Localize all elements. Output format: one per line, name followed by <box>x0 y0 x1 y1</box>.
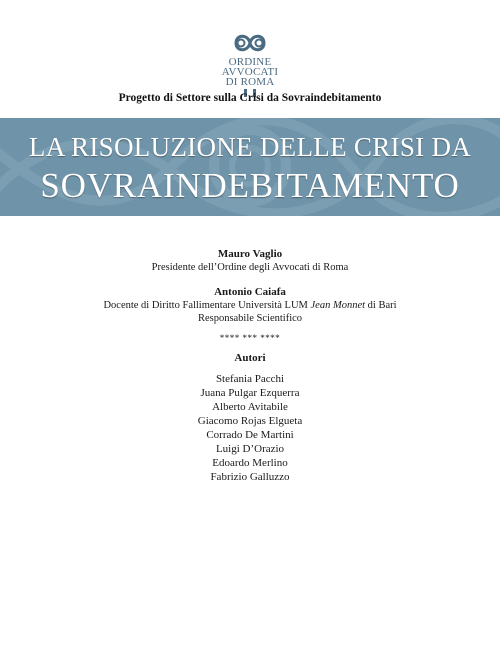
person-role-line-2: Responsabile Scientifico <box>197 313 303 324</box>
logo-line-2: AVVOCATI <box>221 66 279 78</box>
person-name: Mauro Vaglio <box>217 248 283 260</box>
author-item: Luigi D’Orazio <box>215 443 285 455</box>
separator: **** *** **** <box>219 333 281 343</box>
role-prefix: Docente di Diritto Fallimentare Università LUM <box>103 300 311 311</box>
person-name: Antonio Caiafa <box>214 286 286 298</box>
author-item: Alberto Avitabile <box>212 401 288 413</box>
banner-title-line-1: LA RISOLUZIONE DELLE CRISI DA <box>28 132 472 162</box>
person-role <box>0 299 500 312</box>
author-item: Corrado De Martini <box>206 429 294 441</box>
role-italic: Jean Monnet <box>310 300 366 311</box>
logo-line-3: DI ROMA <box>225 76 275 88</box>
ordine-avvocati-logo <box>0 30 500 97</box>
interlaced-knot-emblem-icon <box>230 30 270 56</box>
logo-text <box>222 57 278 87</box>
logo-line-1: ORDINE <box>228 56 272 68</box>
credits-section <box>0 248 500 484</box>
author-item: Edoardo Merlino <box>212 457 288 469</box>
role-suffix: di Bari <box>365 300 397 311</box>
banner-title-line-2: SOVRAINDEBITAMENTO <box>40 166 460 205</box>
author-item: Fabrizio Galluzzo <box>210 471 290 483</box>
author-item: Giacomo Rojas Elgueta <box>197 415 303 427</box>
person-role: Presidente dell’Ordine degli Avvocati di Roma <box>151 262 349 273</box>
author-item: Juana Pulgar Ezquerra <box>200 387 300 399</box>
project-title: Progetto di Settore sulla Crisi da Sovraindebitamento <box>118 92 382 104</box>
title-banner <box>0 118 500 216</box>
authors-heading: Autori <box>234 352 266 364</box>
author-item: Stefania Pacchi <box>215 373 285 385</box>
